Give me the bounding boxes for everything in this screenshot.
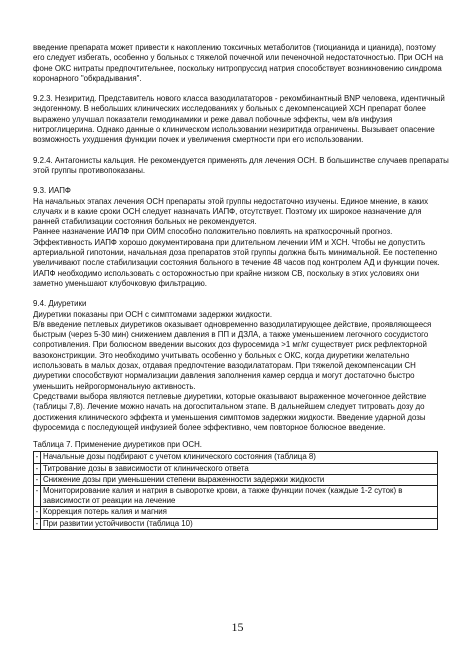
table-row bbox=[34, 486, 438, 507]
table-row bbox=[34, 507, 438, 518]
table-row bbox=[34, 452, 438, 463]
table-bullet: - bbox=[34, 507, 41, 518]
table-row bbox=[34, 463, 438, 474]
table-bullet: - bbox=[34, 452, 41, 463]
paragraph-nesiritide: 9.2.3. Незиритид. Представитель нового класса вазодилататоров - рекомбинантный BNP человека, идентичный эндогенному. В небольших клинических исследованиях у больных с декомпенсацией ХСН препарат более выражено улучшал показатели гемодинамики и реже давал побочные эффекты, чем в/в инфузия нитроглицерина. Однако данные о клиническом использовании незиритида ограничены. Вызывает опасение возможность ухудшения функции почек и увеличения смертности при его использовании. bbox=[33, 94, 445, 145]
table-cell: Снижение дозы при уменьшении степени выраженности задержки жидкости bbox=[41, 474, 438, 485]
paragraph-iapf-early: Раннее назначение ИАПФ при ОИМ способно положительно повлиять на краткосрочный прогноз. Эффективность ИАПФ хорошо документирована при длительном лечении ИМ и ХСН. Чтобы не допустить артериальной гипотонии, начальная доза препаратов этой группы должна быть минимальной. Ее постепенно увеличивают после стабилизации состояния больного в течение 48 часов под контролем АД и функции почек. ИАПФ необходимо использовать с осторожностью при крайне низком СВ, поскольку в этих условиях они заметно уменьшают клубочковую фильтрацию. bbox=[33, 227, 440, 288]
table-cell: Титрование дозы в зависимости от клинического ответа bbox=[41, 463, 438, 474]
paragraph-diuretics-indication: Диуретики показаны при ОСН с симптомами задержки жидкости. bbox=[33, 309, 273, 319]
table-caption: Таблица 7. Применение диуретиков при ОСН. bbox=[33, 440, 202, 450]
table-bullet: - bbox=[34, 463, 41, 474]
table-cell: Начальные дозы подбирают с учетом клинического состояния (таблица 8) bbox=[41, 452, 438, 463]
paragraph-nitroprusside-end: введение препарата может привести к накоплению токсичных метаболитов (тиоцианида и цианида), поэтому его следует избегать, особенно у больных с тяжелой почечной или печеночной недостаточностью. При ОСН на фоне ОКС нитраты предпочтительнее, поскольку нитропруссид натрия способствует возникновению синдрома коронарного "обкрадывания". bbox=[33, 43, 444, 83]
table-bullet: - bbox=[34, 518, 41, 529]
table-cell: При развитии устойчивости (таблица 10) bbox=[41, 518, 438, 529]
section-heading-diuretics: 9.4. Диуретики bbox=[33, 299, 87, 309]
table-bullet: - bbox=[34, 474, 41, 485]
section-heading-iapf: 9.3. ИАПФ bbox=[33, 186, 71, 196]
paragraph-diuretics-iv: В/в введение петлевых диуретиков оказывает одновременно вазодилатирующее действие, проявляющееся быстрым (через 5-30 мин) снижением давления в ПП и ДЗЛА, а также уменьшением легочного сосудистого сопротивления. При болюсном введении высоких доз фуросемида >1 мг/кг существует риск рефлекторной вазоконстрикции. Это необходимо учитывать особенно у больных с ОКС, когда диуретики желательно использовать в малых дозах, отдавая предпочтение вазодилататорам. При тяжелой декомпенсации СН диуретики способствуют нормализации давления заполнения камер сердца и могут достаточно быстро уменьшить нейрогормональную активность. bbox=[33, 319, 432, 391]
table-row bbox=[34, 474, 438, 485]
page-number: 15 bbox=[231, 620, 244, 634]
paragraph-iapf-initial: На начальных этапах лечения ОСН препараты этой группы недостаточно изучены. Единое мнение, в каких случаях и в какие сроки ОСН следует назначать ИАПФ, отсутствует. Поэтому их широкое назначение для ранней стабилизации состояния больных не рекомендуется. bbox=[33, 196, 429, 227]
table-cell: Мониторирование калия и натрия в сыворотке крови, а также функции почек (каждые 1-2 суток) в зависимости от реакции на лечение bbox=[41, 486, 438, 507]
diuretics-table bbox=[33, 451, 438, 529]
table-cell: Коррекция потерь калия и магния bbox=[41, 507, 438, 518]
table-row bbox=[34, 518, 438, 529]
paragraph-calcium-antagonists: 9.2.4. Антагонисты кальция. Не рекомендуется применять для лечения ОСН. В большинстве случаев препараты этой группы противопоказаны. bbox=[33, 155, 449, 175]
paragraph-diuretics-choice: Средствами выбора являются петлевые диуретики, которые оказывают выраженное мочегонное действие (таблицы 7,8). Лечение можно начать на догоспитальном этапе. В дальнейшем следует титровать дозу до достижения клинического эффекта и уменьшения симптомов задержки жидкости. Введение ударной дозы фуросемида с последующей инфузией более эффективно, чем повторное болюсное введение. bbox=[33, 391, 427, 432]
table-bullet: - bbox=[34, 486, 41, 507]
